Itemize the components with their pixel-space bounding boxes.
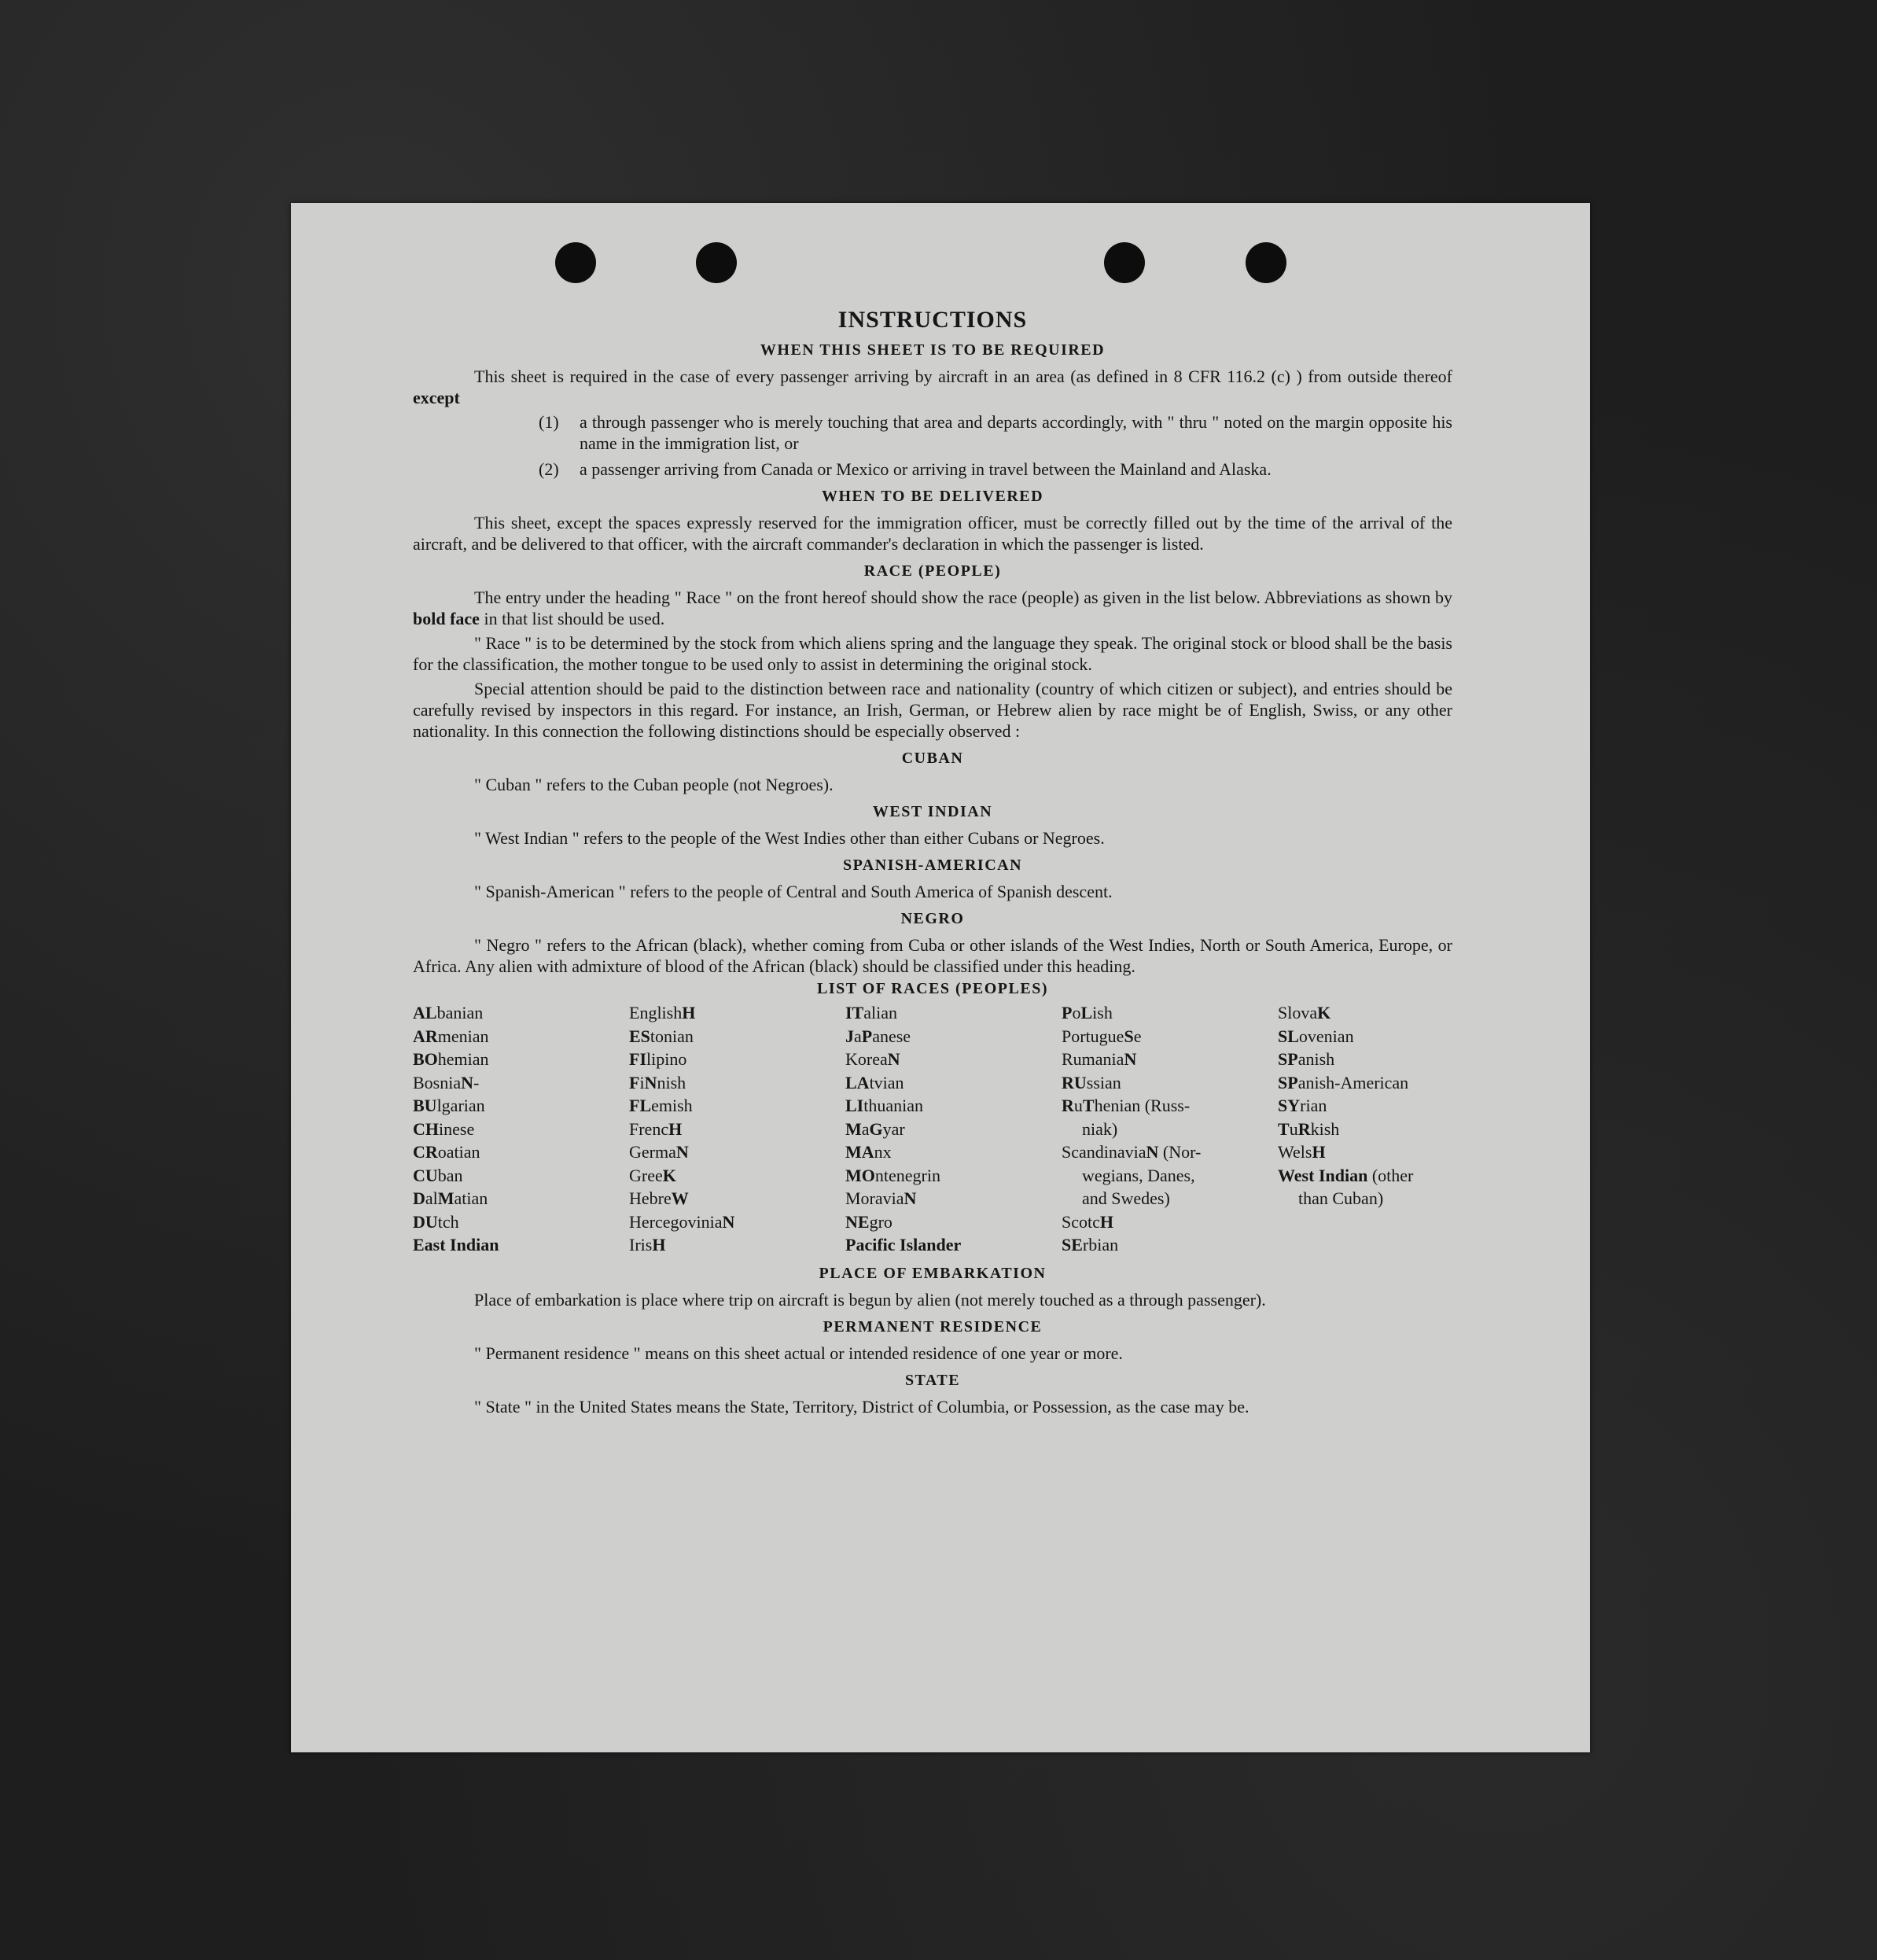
race-text: tonian [650,1026,694,1046]
race-entry [413,1048,629,1071]
race-entry [1278,1071,1452,1095]
races-column [1278,1001,1452,1257]
race-abbreviation: LI [845,1096,864,1115]
race-entry [1062,1001,1278,1025]
race-text: Moravia [845,1188,904,1208]
race-abbreviation: K [662,1165,676,1185]
race-abbreviation: Pacific Islander [845,1235,962,1254]
item-text: a through passenger who is merely touching that area and departs accordingly, with " thru " noted on the margin opposite his name in the immigration list, or [580,412,1452,453]
page-title: INSTRUCTIONS [837,307,1028,333]
race-entry [845,1233,1062,1257]
race-entry [845,1025,1062,1048]
race-abbreviation: SL [1278,1026,1299,1046]
race-entry [845,1140,1062,1164]
race-abbreviation: FI [629,1049,646,1069]
race-text: banian [436,1003,484,1022]
race-text: tch [437,1211,459,1232]
race-entry [1062,1233,1278,1257]
heading-west-indian: WEST INDIAN [872,803,993,820]
race-text: ntenegrin [874,1165,940,1185]
race-text: rbian [1082,1235,1119,1254]
heading-cuban: CUBAN [901,750,964,767]
race-abbreviation: H [652,1235,666,1254]
race-text: yar [882,1118,905,1139]
race-abbreviation: DU [413,1211,438,1232]
race-text: ban [437,1165,463,1185]
race-entry [413,1118,629,1141]
race-text: (Nor- [1158,1142,1202,1162]
race-entry [1062,1071,1278,1095]
punch-hole [1104,242,1145,283]
item-number: (1) [539,412,559,432]
race-text: thuanian [863,1096,924,1115]
race-abbreviation: N [644,1072,657,1092]
race-entry [1278,1118,1452,1141]
race-abbreviation: K [1317,1003,1331,1022]
race-abbreviation: H [682,1003,696,1022]
race-abbreviation: N [675,1142,689,1162]
race-text: Iris [629,1235,653,1254]
embarkation-text: Place of embarkation is place where trip on aircraft is begun by alien (not merely touched as a through passenger). [474,1289,1266,1310]
heading-residence: PERMANENT RESIDENCE [823,1317,1043,1336]
race-abbreviation: SP [1278,1049,1298,1069]
race-entry [1278,1048,1452,1071]
race-abbreviation: T [1082,1096,1095,1115]
race-entry [629,1071,845,1095]
race-abbreviation: CR [413,1142,438,1162]
delivered-text: This sheet, except the spaces expressly reserved for the immigration officer, must be correctly filled out by the time of the arrival of the aircraft, and be delivered to that officer, with the aircraft commander's declaration in which the passenger is listed. [413,513,1452,554]
races-column [629,1001,845,1257]
race-text: Slova [1278,1003,1318,1022]
punch-hole [1246,242,1286,283]
race-entry [1278,1001,1452,1025]
list-item [539,459,1452,480]
race-abbreviation: MA [845,1142,874,1162]
race-abbreviation: T [1278,1118,1290,1139]
race-abbreviation: L [1080,1003,1093,1022]
heading-state: STATE [904,1371,961,1389]
race-entry [845,1187,1062,1210]
race-entry [1062,1187,1278,1210]
heading-list-of-races: LIST OF RACES (PEOPLES) [816,980,1048,997]
race-text: a [861,1118,870,1139]
race-entry [629,1233,845,1257]
race-entry [1062,1094,1278,1118]
instruction-sheet [291,203,1590,1752]
west-indian-text: " West Indian " refers to the people of the West Indies other than either Cubans or Negroes. [474,828,1105,848]
race-paragraph-1: The entry under the heading " Race " on the front hereof should show the race (people) as given in the list below. Abbreviations as shown by bold face in that list should be used. [413,588,1452,628]
race-entry [845,1164,1062,1188]
race-abbreviation: N [722,1211,735,1232]
race-text: Wels [1278,1142,1312,1162]
race-abbreviation: MO [845,1165,875,1185]
race-entry [413,1187,629,1210]
race-abbreviation: IT [845,1003,864,1022]
race-abbreviation: SE [1062,1235,1083,1254]
race-abbreviation: East Indian [413,1235,499,1254]
except-bold: except [413,388,460,407]
race-abbreviation: F [629,1072,640,1092]
race-abbreviation: SP [1278,1072,1298,1092]
race-abbreviation: LA [845,1072,870,1092]
race-text: menian [437,1026,489,1046]
race-abbreviation: N [461,1072,474,1092]
race-entry [629,1048,845,1071]
race-entry [845,1118,1062,1141]
race-entry [1062,1118,1278,1141]
race-text: emish [651,1096,693,1115]
state-text: " State " in the United States means the State, Territory, District of Columbia, or Possession, as the case may be. [474,1396,1249,1417]
race-entry [845,1094,1062,1118]
race-entry [1062,1140,1278,1164]
race-text: Scotc [1062,1211,1100,1232]
race-abbreviation: ES [629,1026,650,1046]
race-text: Rumania [1062,1049,1124,1069]
race-text: inese [439,1118,475,1139]
race-abbreviation: H [1099,1211,1114,1232]
race-text: Gree [629,1165,663,1185]
heading-negro: NEGRO [900,910,965,927]
race-text: u [1289,1118,1298,1139]
race-text: tvian [869,1072,904,1092]
race-entry [629,1025,845,1048]
cuban-text: " Cuban " refers to the Cuban people (not Negroes). [474,775,834,794]
race-abbreviation: BO [413,1049,438,1069]
race-entry [629,1187,845,1210]
race-entry [629,1210,845,1234]
list-item [539,411,1452,454]
race-entry [1062,1164,1278,1188]
race-text: hemian [437,1049,489,1069]
race-entry [413,1164,629,1188]
item-number: (2) [539,459,559,479]
race-text: alian [863,1003,898,1022]
race-text: English [629,1003,683,1022]
race-abbreviation: West Indian [1278,1165,1368,1185]
race-abbreviation: NE [845,1211,870,1232]
race-text: - [473,1072,480,1092]
heading-spanish-american: SPANISH-AMERICAN [842,857,1023,874]
race-text: Hercegovinia [629,1211,723,1232]
race-text: Scandinavia [1062,1142,1146,1162]
race-entry [413,1210,629,1234]
race-entry [1062,1210,1278,1234]
race-text: (other [1367,1165,1414,1185]
race-entry [413,1071,629,1095]
race-abbreviation: SY [1278,1096,1301,1115]
race-text: Korea [845,1049,888,1069]
race-text: gro [869,1211,892,1232]
race-text: anese [872,1026,911,1046]
race-paragraph-3: Special attention should be paid to the distinction between race and nationality (country of which citizen or subject), and entries should be carefully revised by inspectors in this regard. For instance, an Irish, German, or Hebrew alien by race might be of English, Swiss, or any other nationality. In this connection the following distinctions should be especially observed : [413,679,1452,741]
race-text: oatian [437,1142,480,1162]
race-text: i [639,1072,645,1092]
race-abbreviation: R [1062,1096,1074,1115]
race-text: anish-American [1297,1072,1409,1092]
race-entry [845,1210,1062,1234]
race-abbreviation: S [1124,1026,1134,1046]
race-abbreviation: H [1312,1142,1326,1162]
race-entry [1278,1025,1452,1048]
race-abbreviation: H [668,1118,683,1139]
race-entry [413,1233,629,1257]
race-abbreviation: CU [413,1165,438,1185]
race-text: Frenc [629,1118,669,1139]
race-text: anish [1297,1049,1335,1069]
race-text: lipino [646,1049,687,1069]
race-entry [629,1001,845,1025]
race-abbreviation: N [1124,1049,1137,1069]
race-text: nx [874,1142,892,1162]
race-abbreviation: N [887,1049,900,1069]
race-abbreviation: J [845,1026,854,1046]
race-text: lgarian [436,1096,485,1115]
race-abbreviation: M [437,1188,455,1208]
race-text: e [1133,1026,1142,1046]
race-entry [845,1001,1062,1025]
race-text: atian [454,1188,488,1208]
heading-race: RACE (PEOPLE) [863,562,1002,580]
punch-hole [696,242,737,283]
race-abbreviation: W [671,1188,689,1208]
race-text: Hebre [629,1188,672,1208]
race-entry [629,1164,845,1188]
race-abbreviation: N [904,1188,917,1208]
race-abbreviation: R [1297,1118,1311,1139]
punch-hole [555,242,596,283]
race-paragraph-2: " Race " is to be determined by the stock from which aliens spring and the language they speak. The original stock or blood shall be the basis for the classification, the mother tongue to be used only to assist in determining the original stock. [413,633,1452,674]
race-text: ish [1092,1003,1113,1022]
race-entry [413,1025,629,1048]
race-abbreviation: RU [1062,1072,1087,1092]
race-abbreviation: CH [413,1118,439,1139]
race-entry [1278,1187,1452,1210]
race-entry [413,1001,629,1025]
race-abbreviation: AR [413,1026,438,1046]
race-text: henian (Russ- [1094,1096,1191,1115]
race-text: Bosnia [413,1072,462,1092]
race-text: Germa [629,1142,676,1162]
race-text: than Cuban) [1298,1188,1384,1208]
race-entry [1062,1025,1278,1048]
race-text: ovenian [1298,1026,1354,1046]
race-text: ssian [1086,1072,1121,1092]
race-entry [629,1094,845,1118]
heading-embarkation: PLACE OF EMBARKATION [819,1264,1047,1282]
race-text: al [425,1188,438,1208]
item-text: a passenger arriving from Canada or Mexico or arriving in travel between the Mainland and Alaska. [580,459,1272,479]
race-abbreviation: FL [629,1096,652,1115]
race-abbreviation: M [845,1118,862,1139]
race-text: niak) [1082,1118,1118,1139]
race-text: kish [1310,1118,1340,1139]
race-entry [845,1048,1062,1071]
race-abbreviation: BU [413,1096,437,1115]
race-text: a [854,1026,862,1046]
race-text: nish [657,1072,686,1092]
race-abbreviation: AL [413,1003,437,1022]
race-text: rian [1300,1096,1327,1115]
race-entry [1062,1048,1278,1071]
race-text: Portugue [1062,1026,1124,1046]
race-entry [413,1140,629,1164]
race-entry [413,1094,629,1118]
race-abbreviation: D [413,1188,425,1208]
spanish-american-text: " Spanish-American " refers to the people of Central and South America of Spanish descent. [474,882,1113,901]
race-abbreviation: P [861,1026,873,1046]
race-entry [1278,1164,1452,1188]
race-entry [1278,1094,1452,1118]
required-intro: This sheet is required in the case of every passenger arriving by aircraft in an area (as defined in 8 CFR 116.2 (c) ) from outside thereof except [413,367,1452,407]
race-entry [1278,1140,1452,1164]
races-column [845,1001,1062,1257]
race-text: o [1072,1003,1081,1022]
negro-text: " Negro " refers to the African (black), whether coming from Cuba or other islands of the West Indies, North or South America, Europe, or Africa. Any alien with admixture of blood of the African (black) should be classified under this heading. [413,935,1452,976]
heading-delivered: WHEN TO BE DELIVERED [821,488,1044,505]
race-entry [629,1140,845,1164]
race-text: u [1073,1096,1083,1115]
race-text: and Swedes) [1082,1188,1170,1208]
race-abbreviation: G [869,1118,883,1139]
race-entry [629,1118,845,1141]
races-column [1062,1001,1278,1257]
race-abbreviation: P [1062,1003,1073,1022]
races-column [413,1001,629,1257]
race-abbreviation: N [1146,1142,1159,1162]
sheet-content [413,307,1452,1420]
races-list [413,1001,1452,1257]
residence-text: " Permanent residence " means on this sheet actual or intended residence of one year or more. [474,1343,1123,1363]
race-text: wegians, Danes, [1082,1165,1195,1185]
heading-required: WHEN THIS SHEET IS TO BE REQUIRED [760,341,1106,359]
race-entry [845,1071,1062,1095]
